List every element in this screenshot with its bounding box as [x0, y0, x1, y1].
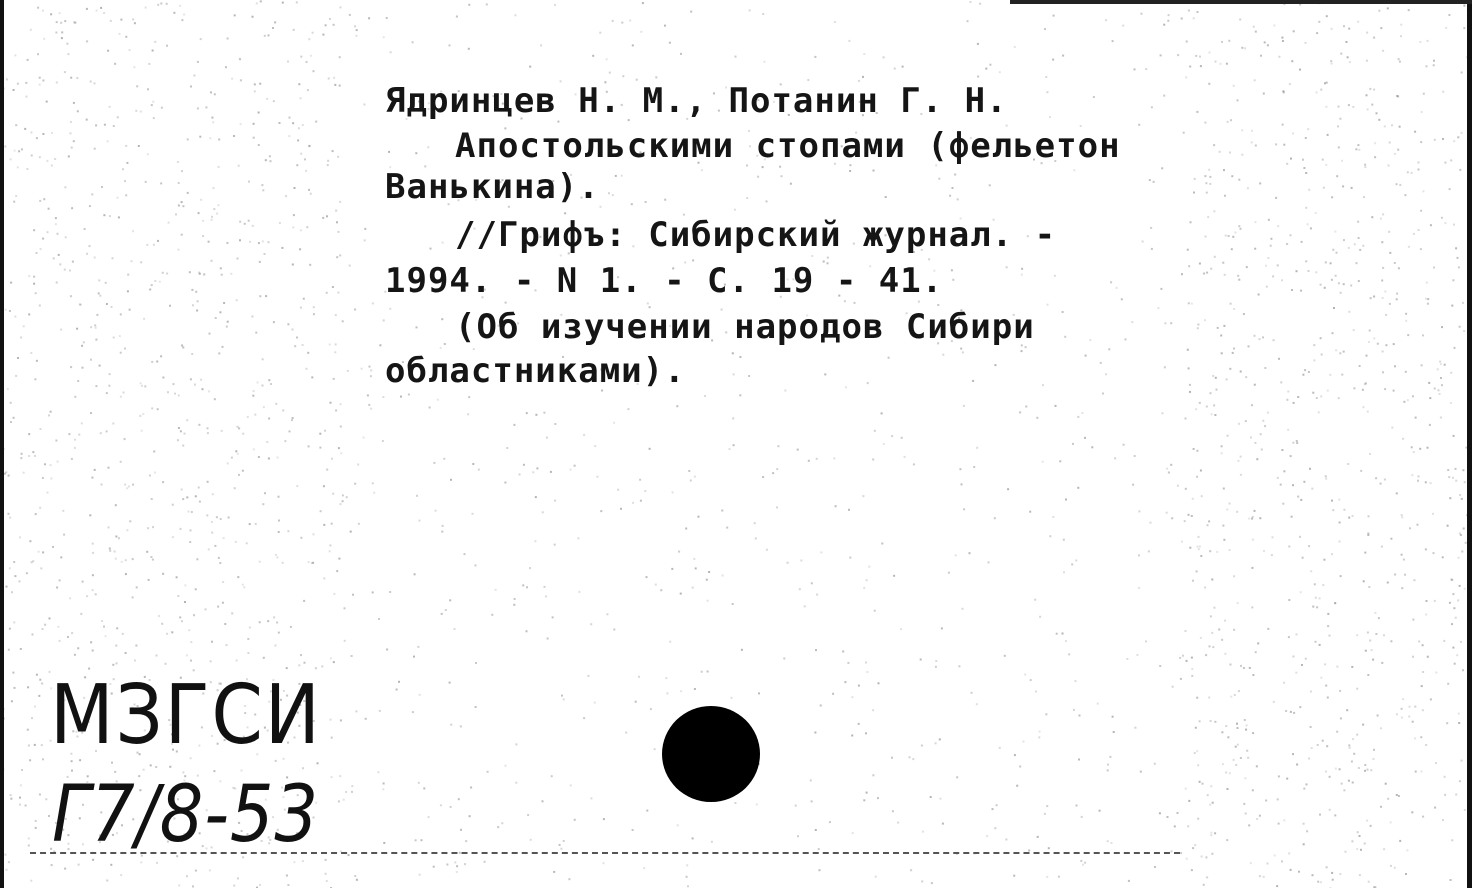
title-line-1: Апостольскими стопами (фельетон	[455, 126, 1121, 166]
card-edge-top	[1010, 0, 1472, 4]
author-line: Ядринцев Н. М., Потанин Г. Н.	[385, 81, 1008, 121]
punch-hole	[662, 706, 760, 802]
note-line-2: областниками).	[385, 351, 686, 391]
source-line-2: 1994. - N 1. - С. 19 - 41.	[385, 261, 944, 301]
note-line-1: (Об изучении народов Сибири	[455, 307, 1035, 347]
source-line-1: //Грифъ: Сибирский журнал. -	[455, 215, 1057, 255]
card-bottom-rule	[30, 852, 1180, 854]
card-edge-left	[0, 0, 4, 888]
card-edge-right	[1467, 0, 1472, 888]
shelf-mark-line-1: МЗГСИ	[50, 668, 322, 763]
title-line-2: Ванькина).	[385, 167, 600, 207]
shelf-mark-line-2: Г7/8-53	[52, 770, 319, 860]
